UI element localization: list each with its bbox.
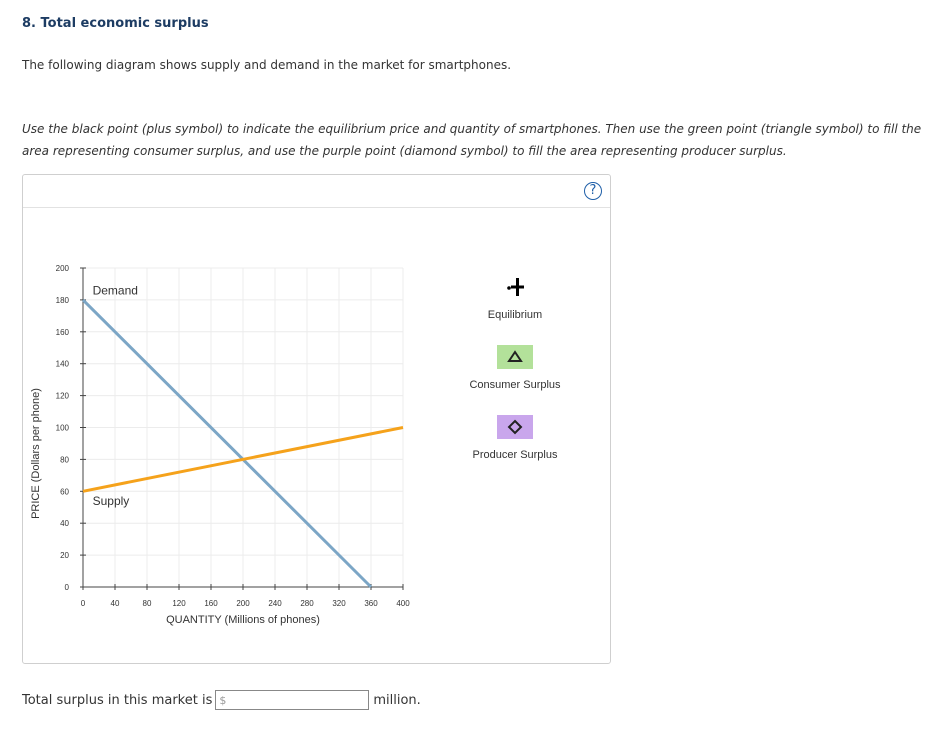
x-tick-label: 40 xyxy=(110,599,120,608)
legend-producer-surplus[interactable] xyxy=(455,415,575,461)
legend-consumer-surplus-label: Consumer Surplus xyxy=(469,379,561,391)
x-axis-label: QUANTITY (Millions of phones) xyxy=(166,614,320,626)
legend-equilibrium[interactable] xyxy=(455,275,575,321)
answer-row xyxy=(22,690,421,710)
y-tick-label: 180 xyxy=(55,295,69,305)
triangle-icon[interactable] xyxy=(497,345,533,369)
question-intro: The following diagram shows supply and demand in the market for smartphones. xyxy=(22,58,512,72)
y-tick-label: 160 xyxy=(55,327,69,337)
y-tick-label: 100 xyxy=(55,423,69,433)
x-tick-label: 0 xyxy=(80,599,86,608)
x-tick-label: 120 xyxy=(172,599,186,608)
x-tick-label: 200 xyxy=(236,599,250,608)
y-tick-label: 20 xyxy=(60,551,69,561)
x-tick-label: 280 xyxy=(300,599,314,608)
labels xyxy=(30,283,320,626)
y-tick-label: 140 xyxy=(55,359,69,369)
y-tick-label: 0 xyxy=(64,583,69,592)
answer-suffix: million. xyxy=(373,692,421,708)
currency-symbol: $ xyxy=(219,693,227,707)
x-tick-label: 360 xyxy=(364,599,378,608)
y-tick-label: 80 xyxy=(60,455,69,465)
legend-equilibrium-label: Equilibrium xyxy=(487,309,543,321)
question-instructions: Use the black point (plus symbol) to indicate the equilibrium price and quantity of smartphones. Then use the green point (triangle symbol) to fill the area representing consumer surplus, and use the purple point (diamond symbol) to fill the area representing producer surplus. xyxy=(22,122,922,158)
legend-producer-surplus-label: Producer Surplus xyxy=(472,449,558,461)
curve-label: Demand xyxy=(92,283,138,298)
help-icon[interactable]: ? xyxy=(584,182,602,200)
question-title: 8. Total economic surplus xyxy=(22,16,209,31)
x-tick-label: 240 xyxy=(268,599,282,608)
curve-label: Supply xyxy=(92,493,130,508)
graph-panel xyxy=(22,174,611,664)
x-tick-label: 80 xyxy=(142,599,152,608)
total-surplus-input[interactable] xyxy=(226,694,360,707)
grid xyxy=(83,268,403,587)
y-tick-label: 200 xyxy=(55,264,69,273)
plus-icon[interactable] xyxy=(503,275,527,299)
legend-consumer-surplus[interactable] xyxy=(455,345,575,391)
y-tick-label: 120 xyxy=(55,391,69,401)
y-tick-label: 40 xyxy=(60,519,69,529)
diamond-icon[interactable] xyxy=(497,415,533,439)
answer-prefix: Total surplus in this market is xyxy=(22,692,213,708)
y-axis-label: PRICE (Dollars per phone) xyxy=(30,388,42,519)
x-tick-label: 320 xyxy=(332,599,346,608)
y-tick-label: 60 xyxy=(60,487,69,497)
x-tick-label: 400 xyxy=(396,599,410,608)
total-surplus-field[interactable] xyxy=(215,690,369,710)
x-tick-label: 160 xyxy=(204,599,218,608)
